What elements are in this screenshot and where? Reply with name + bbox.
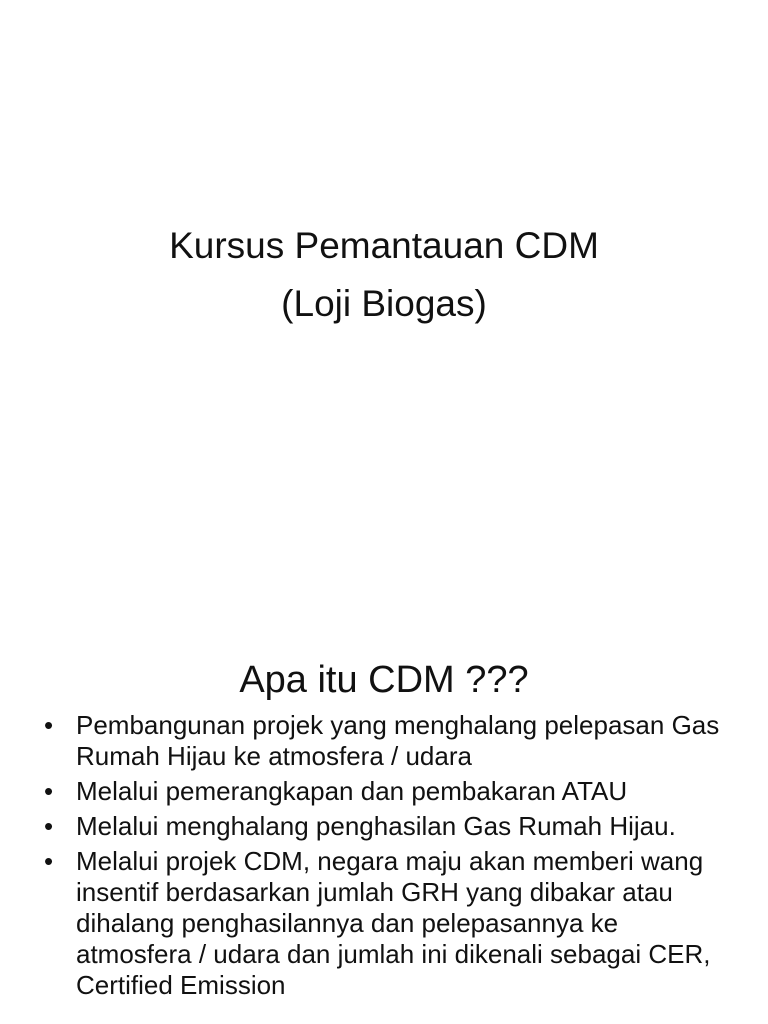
content-slide (0, 520, 768, 1024)
bullet-marker: • (44, 776, 54, 806)
slide-title-line-1: Kursus Pemantauan CDM (169, 224, 599, 266)
bullet-text: Melalui projek CDM, negara maju akan memberi wang insentif berdasarkan jumlah GRH yang dibakar atau dihalang penghasilannya dan pelepasannya ke atmosfera / udara dan jumlah ini dikenali sebagai CER, Certified Emission (76, 846, 711, 1000)
bullet-text: Pembangunan projek yang menghalang pelepasan Gas Rumah Hijau ke atmosfera / udara (76, 710, 720, 771)
bullet-text: Melalui pemerangkapan dan pembakaran ATAU (76, 776, 628, 806)
bullet-item (42, 710, 732, 772)
bullet-marker: • (44, 811, 54, 841)
bullet-marker: • (44, 710, 54, 740)
bullet-list (42, 710, 732, 1005)
slide-title (0, 217, 768, 333)
slide-heading: Apa itu CDM ??? (239, 658, 529, 701)
bullet-item (42, 776, 732, 807)
bullet-item (42, 811, 732, 842)
slide-title-line-2: (Loji Biogas) (281, 282, 487, 324)
bullet-marker: • (44, 846, 54, 876)
bullet-item (42, 846, 732, 1001)
bullet-text: Melalui menghalang penghasilan Gas Rumah Hijau. (76, 811, 676, 841)
